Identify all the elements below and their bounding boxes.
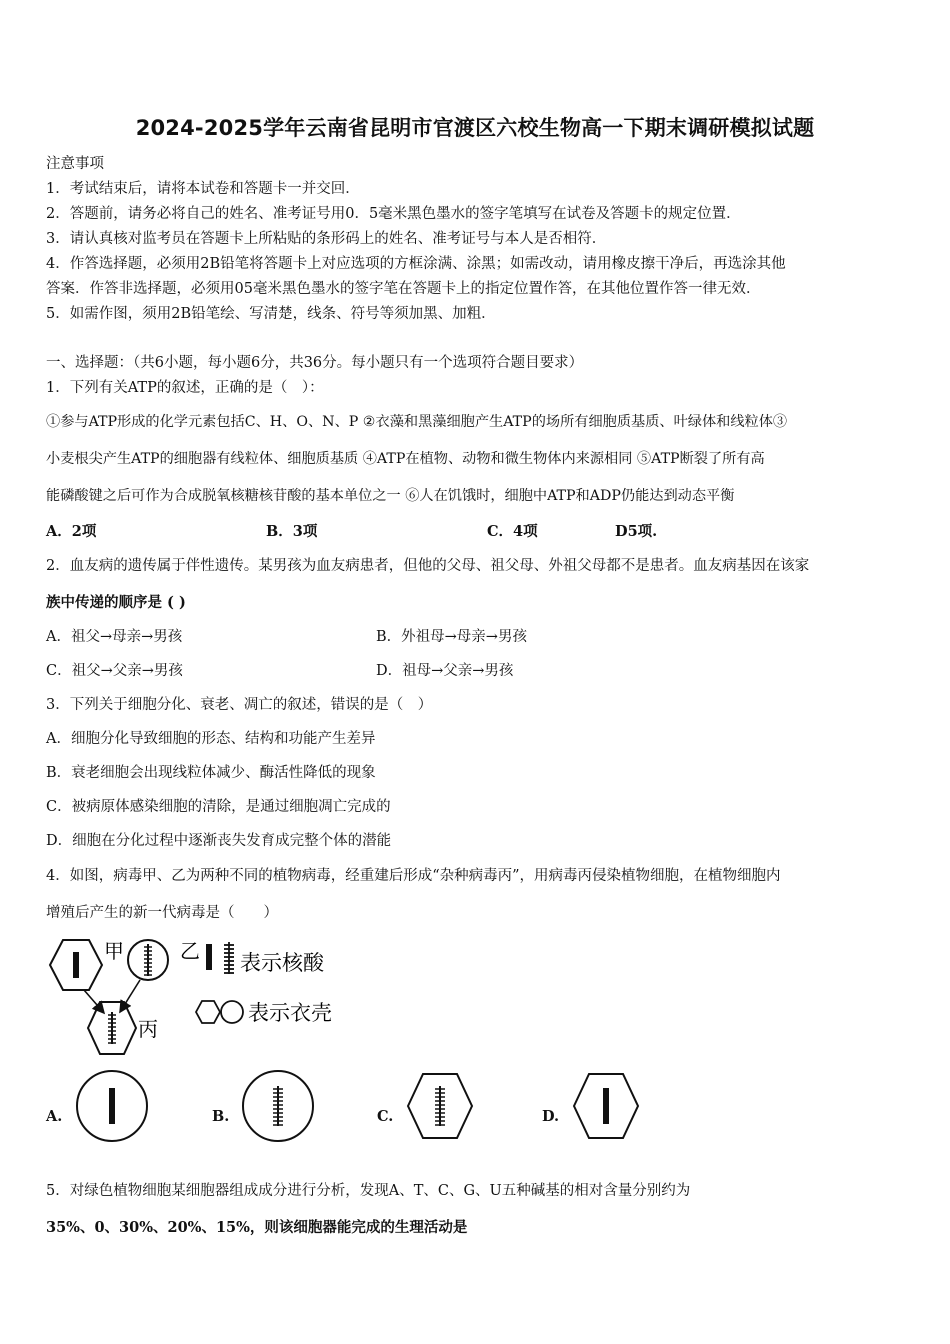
q1-stem: 1．下列有关ATP的叙述，正确的是（ ）：: [46, 380, 324, 396]
virus-bing-hexagon: [88, 1002, 136, 1054]
legend-ladder-icon: [224, 942, 234, 974]
q3-stem: 3．下列关于细胞分化、衰老、凋亡的叙述，错误的是（ ）: [46, 697, 433, 713]
section-heading: 一、选择题：（共6小题，每小题6分，共36分。每小题只有一个选项符合题目要求）: [46, 355, 584, 371]
q4-option-b-figure[interactable]: [240, 1068, 316, 1144]
legend-coat-label: 表示衣壳: [248, 1001, 332, 1025]
q1-option-a[interactable]: A．2项: [46, 523, 97, 540]
notice-item-4-cont: 答案．作答非选择题，必须用05毫米黑色墨水的签字笔在答题卡上的指定位置作答，在其他位置作答一律无效．: [46, 281, 761, 297]
notice-item-1: 1．考试结束后，请将本试卷和答题卡一并交回．: [46, 181, 360, 197]
q4-option-d-figure[interactable]: [570, 1070, 642, 1142]
label-yi: 乙: [180, 939, 200, 963]
notice-item-2: 2．答题前，请务必将自己的姓名、准考证号用0．5毫米黑色墨水的签字笔填写在试卷及答题卡的规定位置．: [46, 206, 741, 222]
q2-option-a[interactable]: A．祖父→母亲→男孩: [46, 629, 183, 645]
q3-option-d[interactable]: D．细胞在分化过程中逐渐丧失发育成完整个体的潜能: [46, 833, 392, 849]
q4-stem-2: 增殖后产生的新一代病毒是（ ）: [46, 905, 278, 921]
q1-line-2: 小麦根尖产生ATP的细胞器有线粒体、细胞质基质 ④ATP在植物、动物和微生物体内来源相同 ⑤ATP断裂了所有高: [46, 451, 765, 467]
q5-stem-2: 35%、0、30%、20%、15%，则该细胞器能完成的生理活动是: [46, 1219, 468, 1236]
legend-solid-bar-icon: [206, 944, 212, 970]
q3-option-b[interactable]: B．衰老细胞会出现线粒体减少、酶活性降低的现象: [46, 765, 376, 781]
q4-option-d-label[interactable]: D.: [542, 1108, 560, 1125]
legend-circle-icon: [221, 1001, 243, 1023]
q2-stem-1: 2．血友病的遗传属于伴性遗传。某男孩为血友病患者，但他的父母、祖父母、外祖父母都不是患者。血友病基因在该家: [46, 558, 810, 574]
q1-option-b[interactable]: B．3项: [266, 523, 318, 540]
q2-stem-2: 族中传递的顺序是 ( ): [46, 594, 186, 611]
q2-option-d[interactable]: D．祖母→父亲→男孩: [376, 663, 514, 679]
page-title: 2024-2025学年云南省昆明市官渡区六校生物高一下期末调研模拟试题: [135, 116, 815, 140]
q4-stem-1: 4．如图，病毒甲、乙为两种不同的植物病毒，经重建后形成“杂种病毒丙”，用病毒丙侵染植物细胞，在植物细胞内: [46, 868, 781, 884]
q4-option-b-label[interactable]: B.: [212, 1108, 230, 1125]
virus-jia-hexagon: [50, 940, 102, 990]
q1-line-1: ①参与ATP形成的化学元素包括C、H、O、N、P ②衣藻和黑藻细胞产生ATP的场所有细胞质基质、叶绿体和线粒体③: [46, 414, 788, 430]
notice-item-5: 5．如需作图，须用2B铅笔绘、写清楚，线条、符号等须加黑、加粗．: [46, 306, 496, 322]
q1-option-c[interactable]: C．4项: [487, 523, 538, 540]
q3-option-c[interactable]: C．被病原体感染细胞的清除，是通过细胞凋亡完成的: [46, 799, 391, 815]
legend-hexagon-icon: [196, 1001, 220, 1023]
arrow-yi: [120, 980, 140, 1012]
q2-option-b[interactable]: B．外祖母→母亲→男孩: [376, 629, 527, 645]
q4-option-c-label[interactable]: C.: [377, 1108, 394, 1125]
notice-item-3: 3．请认真核对监考员在答题卡上所粘贴的条形码上的姓名、准考证号与本人是否相符．: [46, 231, 607, 247]
label-jia: 甲: [104, 939, 124, 963]
legend-acid-label: 表示核酸: [240, 951, 324, 975]
notice-heading: 注意事项: [46, 156, 104, 172]
q4-virus-diagram: [40, 930, 350, 1060]
q1-line-3: 能磷酸键之后可作为合成脱氧核糖核苷酸的基本单位之一 ⑥人在饥饿时，细胞中ATP和ADP仍能达到动态平衡: [46, 488, 735, 504]
q1-option-d[interactable]: D5项.: [615, 523, 658, 540]
q5-stem-1: 5．对绿色植物细胞某细胞器组成成分进行分析，发现A、T、C、G、U五种碱基的相对含量分别约为: [46, 1183, 691, 1199]
virus-yi-circle: [128, 940, 168, 980]
q3-option-a[interactable]: A．细胞分化导致细胞的形态、结构和功能产生差异: [46, 731, 376, 747]
label-bing: 丙: [138, 1017, 158, 1041]
q4-option-a-figure[interactable]: [74, 1068, 150, 1144]
notice-item-4: 4．作答选择题，必须用2B铅笔将答题卡上对应选项的方框涂满、涂黑；如需改动，请用橡皮擦干净后，再选涂其他: [46, 256, 786, 272]
q2-option-c[interactable]: C．祖父→父亲→男孩: [46, 663, 183, 679]
q4-option-c-figure[interactable]: [404, 1070, 476, 1142]
q4-option-a-label[interactable]: A.: [46, 1108, 63, 1125]
